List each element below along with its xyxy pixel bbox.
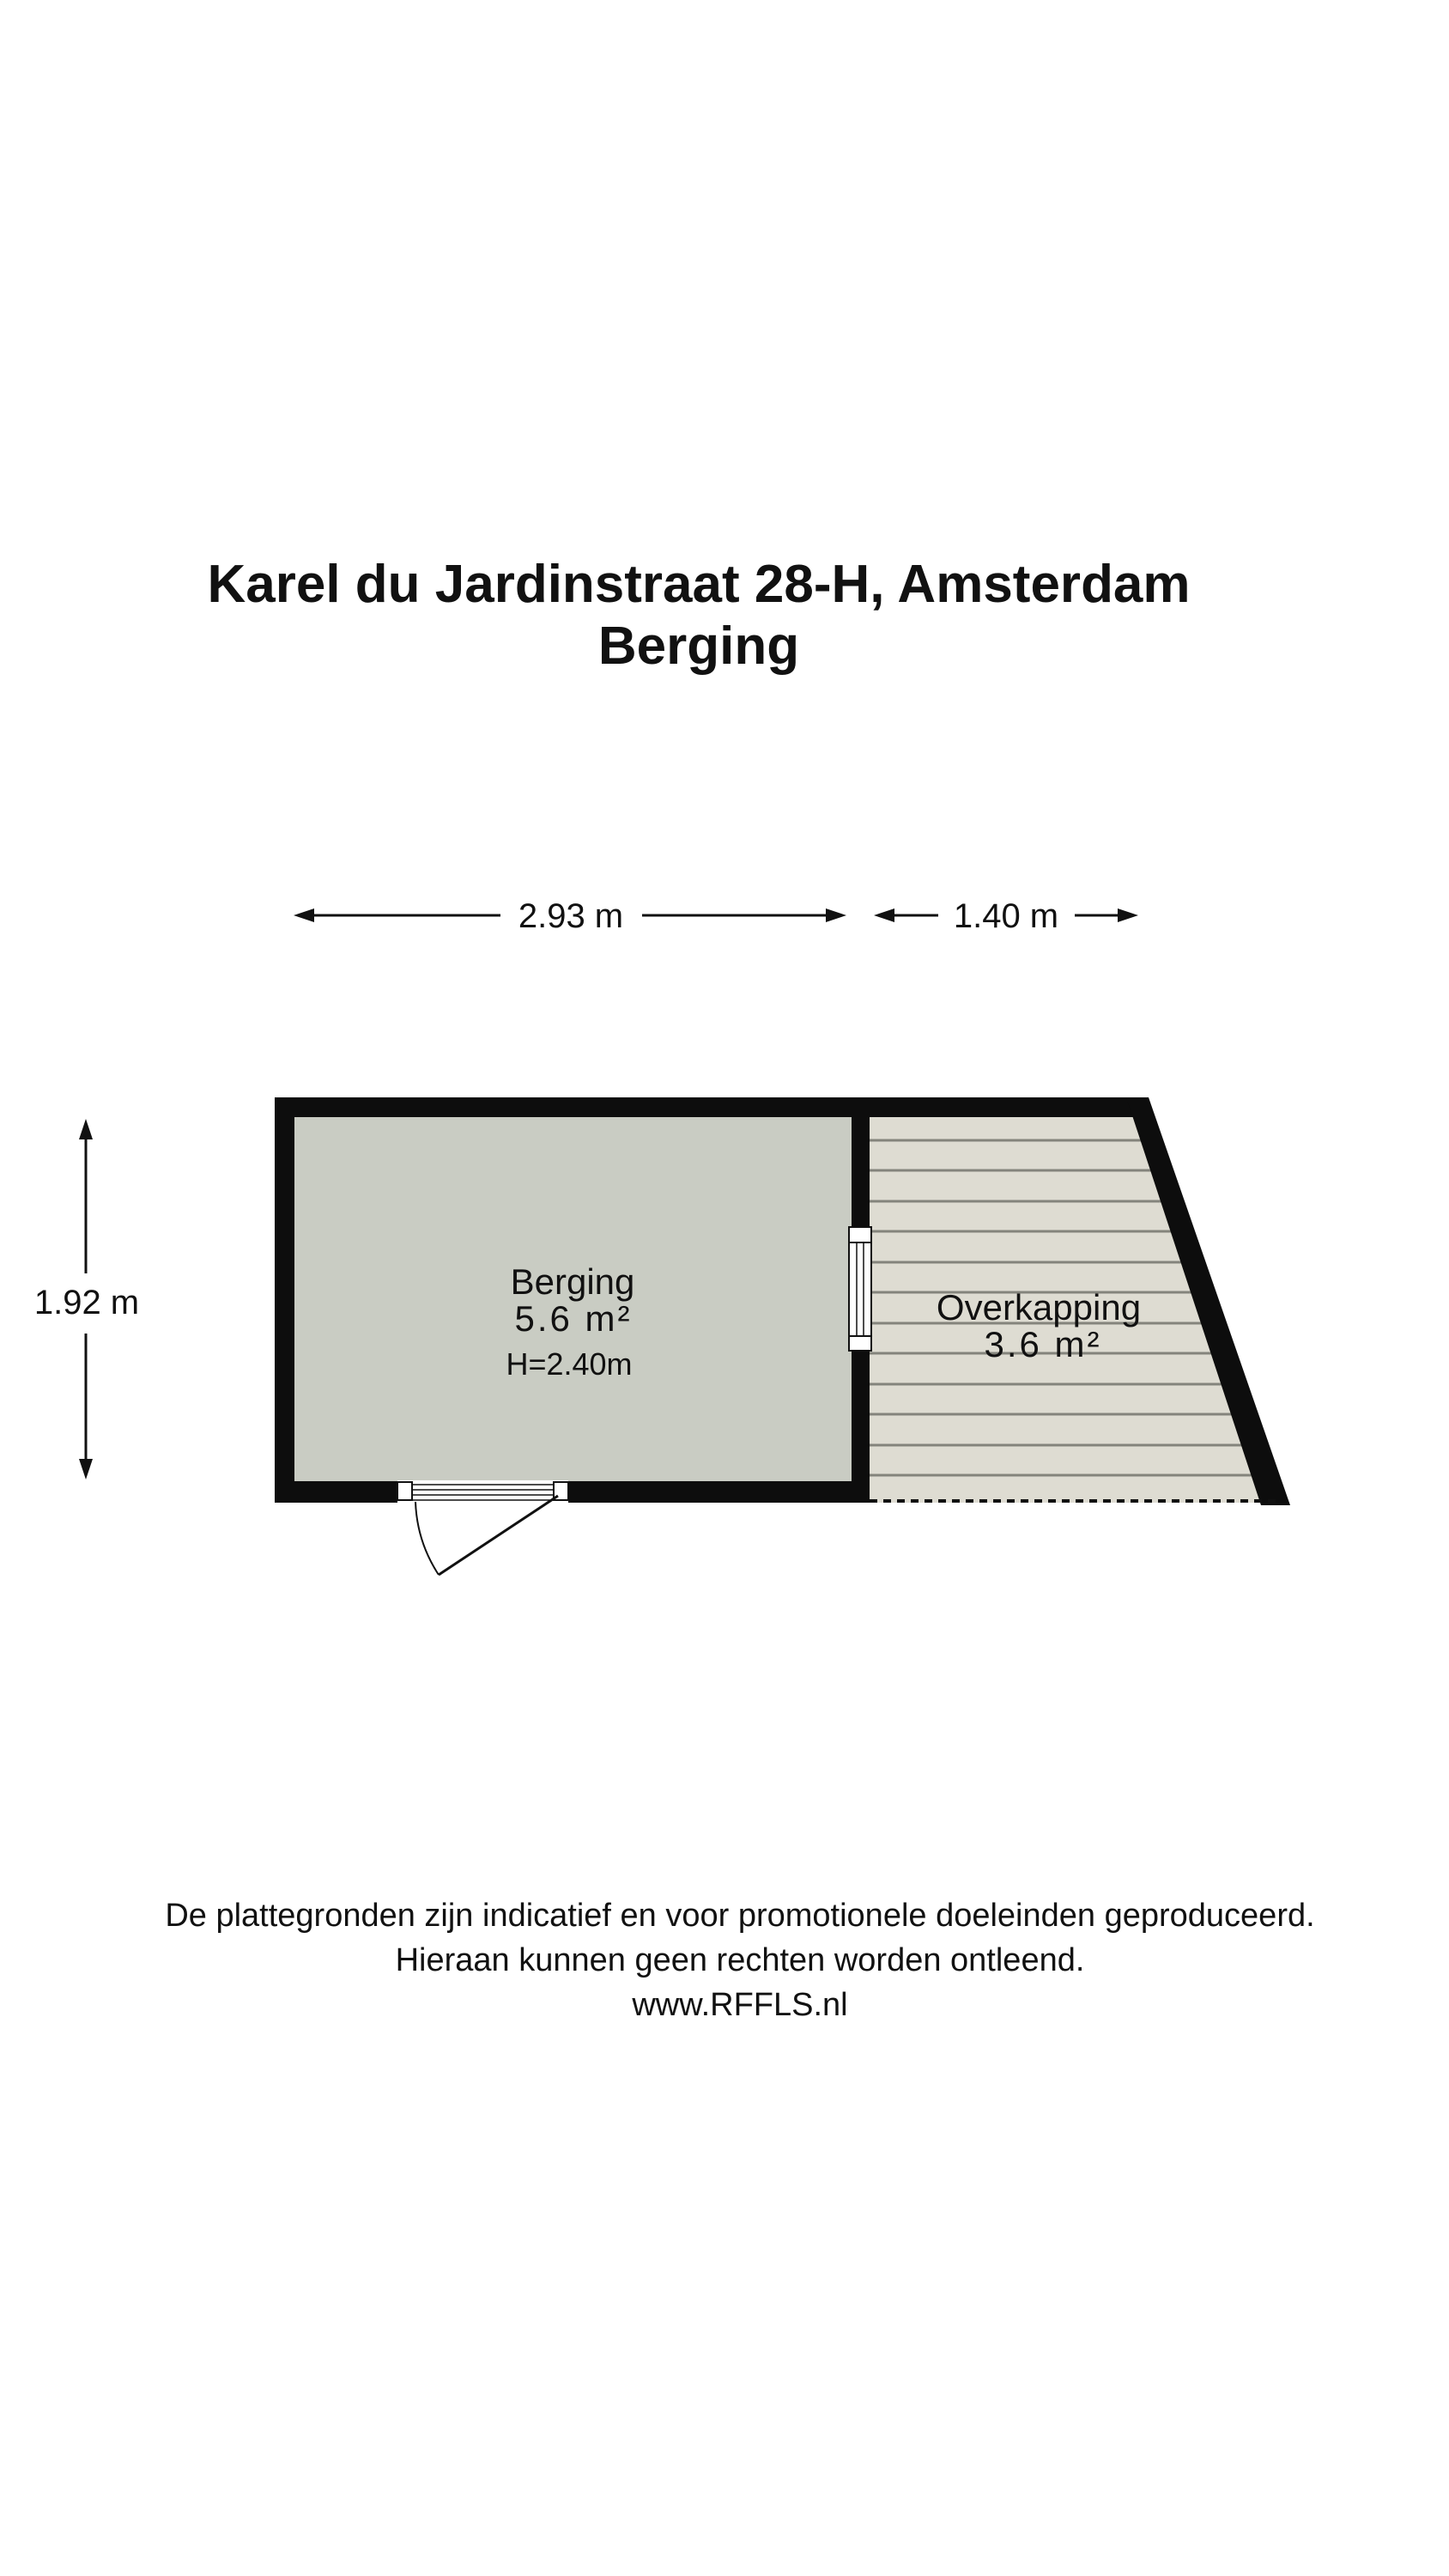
door-swing-arc bbox=[415, 1502, 439, 1575]
wall-left bbox=[275, 1097, 294, 1503]
dimension-label-berging-width: 2.93 m bbox=[518, 897, 624, 935]
overkapping-area-label: 3.6 m² bbox=[984, 1324, 1102, 1364]
title-floor: Berging bbox=[597, 617, 800, 676]
berging-area-label: 5.6 m² bbox=[514, 1298, 633, 1339]
berging-room-label: Berging bbox=[510, 1261, 635, 1302]
door-leaf bbox=[439, 1496, 558, 1575]
wall-bottom bbox=[275, 1481, 870, 1503]
disclaimer-line2: Hieraan kunnen geen rechten worden ontleend. bbox=[395, 1942, 1085, 1978]
door-jamb-left bbox=[397, 1482, 412, 1500]
window-symbol bbox=[849, 1227, 871, 1351]
overkapping-room-label: Overkapping bbox=[936, 1287, 1142, 1327]
wall-top bbox=[275, 1097, 1133, 1117]
dimension-label-berging-depth: 1.92 m bbox=[33, 1284, 140, 1321]
title-address: Karel du Jardinstraat 28-H, Amsterdam bbox=[207, 555, 1191, 614]
door-symbol bbox=[397, 1480, 568, 1575]
disclaimer-line1: De plattegronden zijn indicatief en voor promotionele doeleinden geproduceerd. bbox=[165, 1898, 1315, 1934]
dimension-label-overkapping-width: 1.40 m bbox=[953, 897, 1059, 935]
disclaimer bbox=[15, 1893, 1449, 2027]
disclaimer-website: www.RFFLS.nl bbox=[632, 1987, 848, 2023]
berging-ceiling-height-label: H=2.40m bbox=[506, 1346, 633, 1382]
